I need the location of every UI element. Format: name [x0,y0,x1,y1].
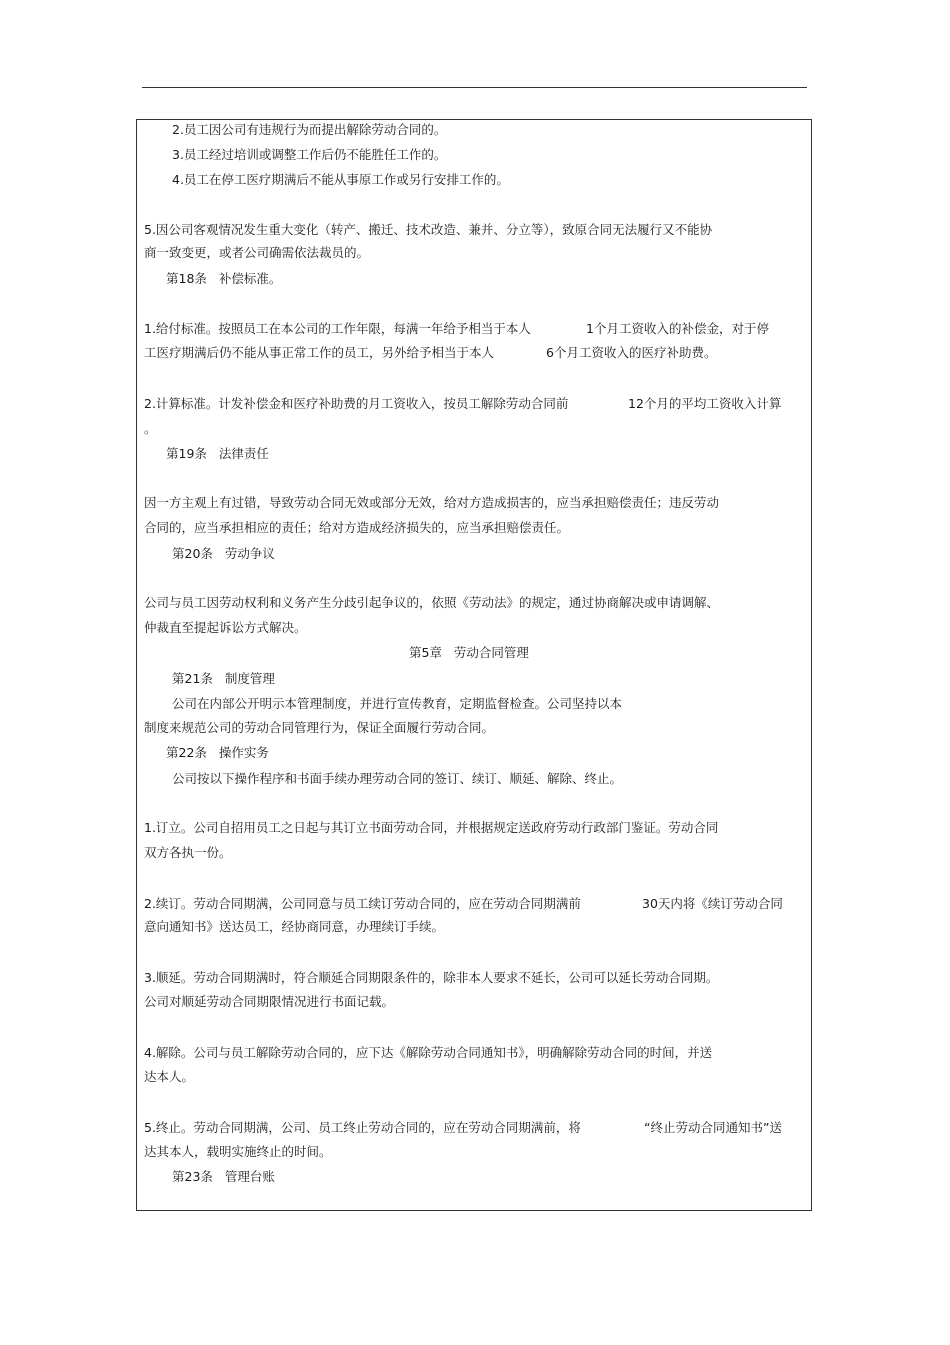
header-rule [142,87,807,88]
